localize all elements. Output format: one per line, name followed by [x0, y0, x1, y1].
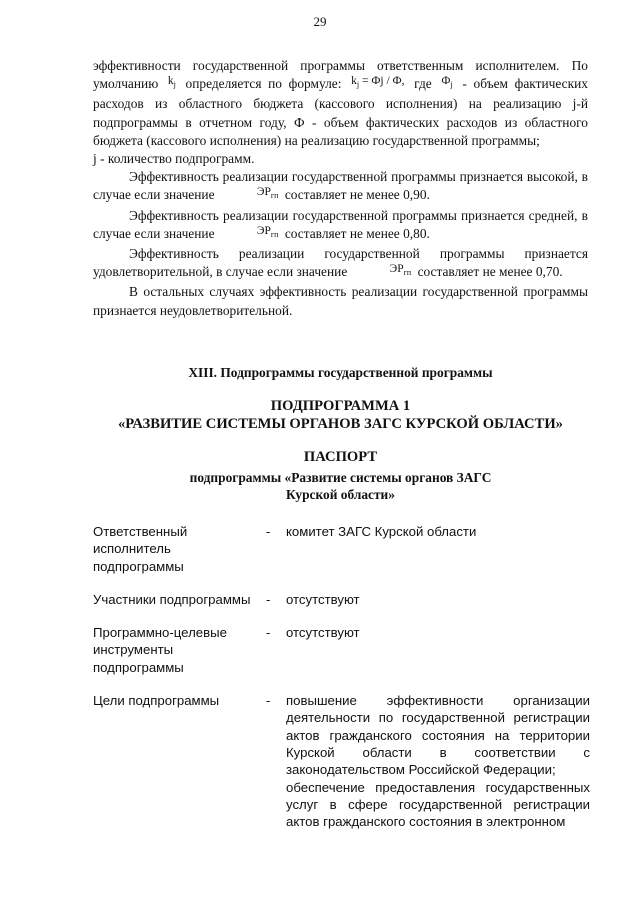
page-number: 29: [313, 14, 327, 29]
paragraph-4: Эффективность реализации государственной программы признается средней, в случае если значение $ЭР_{гп}$ составляет не менее 0,80.: [93, 207, 588, 241]
passport-subtitle: подпрограммы «Развитие системы органов ЗАГС Курской области»: [189, 470, 492, 502]
passport-row: Программно-целевые инструменты подпрограммы - отсутствуют: [93, 625, 360, 675]
body-text: [93, 57, 588, 320]
paragraph-6: В остальных случаях эффективность реализации государственной программы признается неудовлетворительной.: [93, 284, 588, 318]
section-title: XIII. Подпрограммы государственной программы: [188, 365, 493, 380]
subprogram-title: ПОДПРОГРАММА 1 «РАЗВИТИЕ СИСТЕМЫ ОРГАНОВ ЗАГС КУРСКОЙ ОБЛАСТИ»: [118, 398, 563, 432]
paragraph-2: j - количество подпрограмм.: [93, 151, 255, 167]
passport-row: Участники подпрограммы - отсутствуют: [93, 591, 360, 607]
passport-title: ПАСПОРТ: [303, 449, 378, 465]
passport-table: [93, 523, 590, 846]
paragraph-5: Эффективность реализации государственной программы признается удовлетворительной, в случае если значение $ЭР_{гп}$ составляет не менее 0,70.: [93, 246, 588, 280]
passport-row: Ответственный исполнитель подпрограммы - комитет ЗАГС Курской области: [93, 524, 477, 574]
passport-row: Цели подпрограммы - повышение эффективности организации деятельности по государственной регистрации актов гражданского состояния на территории Курской области в соответствии с законодательством Российской Федерации; обеспечение предоставления государственных услуг в сфере государственной регистрации актов гражданского состояния в электронном: [93, 693, 590, 830]
formula-kj: $k_j$: [167, 75, 176, 90]
paragraph-3: Эффективность реализации государственной программы признается высокой, в случае если значение $ЭР_{гп}$ составляет не менее 0,90.: [93, 169, 588, 203]
paragraph-1: эффективности государственной программы ответственным исполнителем. По умолчанию $k_j$ определяется по формуле: $k_j$ = Фj / Ф, где $Ф_j$ - объем фактических расходов из областного бюджета (кассового исполнения) на реализацию j-й подпрограммы в отчетном году, Ф - объем фактических расходов из областного бюджета (кассового исполнения) на реализацию государственной программы;: [93, 58, 588, 148]
formula-phi: $Ф_j$: [441, 75, 453, 90]
formula-main: $k_j$ = Фj / Ф,: [351, 75, 405, 90]
